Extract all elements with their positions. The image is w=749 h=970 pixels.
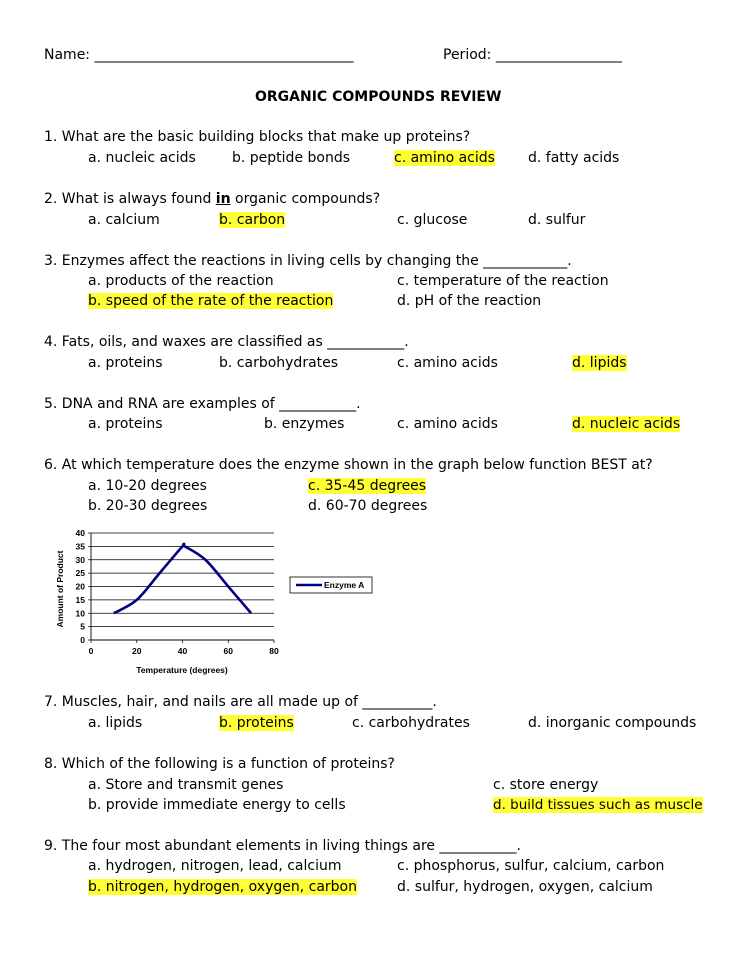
q9-option-c[interactable]: c. phosphorus, sulfur, calcium, carbon (397, 858, 665, 874)
q5-option-c[interactable]: c. amino acids (397, 416, 498, 432)
question-7-text: 7. Muscles, hair, and nails are all made up of __________. (44, 694, 437, 710)
y-tick-label-0: 0 (80, 635, 85, 645)
chart-legend (290, 577, 372, 593)
x-tick-label-40: 40 (177, 646, 188, 656)
y-tick-label-5: 5 (80, 621, 85, 632)
y-tick-label-10: 10 (75, 608, 85, 619)
y-tick-label-30: 30 (75, 554, 85, 565)
x-tick-label-60: 60 (223, 646, 233, 656)
question-5-text: 5. DNA and RNA are examples of ___________. (44, 396, 361, 412)
q7-option-a[interactable]: a. lipids (88, 715, 143, 731)
q1-option-d[interactable]: d. fatty acids (528, 150, 620, 166)
question-6-text: 6. At which temperature does the enzyme shown in the graph below function BEST at? (44, 457, 653, 473)
q3-option-b[interactable]: b. speed of the rate of the reaction (88, 293, 334, 309)
period-field[interactable]: Period: __________________ (443, 47, 622, 63)
name-field[interactable]: Name: _____________________________________ (44, 47, 354, 63)
q7-option-b[interactable]: b. proteins (219, 715, 294, 731)
question-8-text: 8. Which of the following is a function of proteins? (44, 756, 395, 772)
chart-x-axis-label: Temperature (degrees) (136, 665, 228, 675)
question-2-text-post: organic compounds? (230, 191, 381, 207)
q2-option-a[interactable]: a. calcium (88, 212, 160, 228)
q7-option-d[interactable]: d. inorganic compounds (528, 715, 697, 731)
y-tick-label-15: 15 (75, 594, 85, 605)
page-title: ORGANIC COMPOUNDS REVIEW (255, 89, 502, 105)
q8-option-b[interactable]: b. provide immediate energy to cells (88, 797, 346, 813)
chart-y-axis-label: Amount of Product (55, 550, 65, 628)
q9-option-b[interactable]: b. nitrogen, hydrogen, oxygen, carbon (88, 879, 357, 895)
y-tick-label-35: 35 (75, 541, 85, 552)
enzyme-chart (50, 525, 390, 685)
q6-option-d[interactable]: d. 60-70 degrees (308, 498, 428, 514)
q7-option-c[interactable]: c. carbohydrates (352, 715, 470, 731)
q6-option-a[interactable]: a. 10-20 degrees (88, 478, 207, 494)
chart-y-ticks (76, 528, 91, 645)
question-1-text: 1. What are the basic building blocks that make up proteins? (44, 129, 471, 145)
q2-option-b[interactable]: b. carbon (219, 212, 286, 228)
q2-option-c[interactable]: c. glucose (397, 212, 468, 228)
question-2-emphasis: in (215, 191, 231, 207)
q8-option-d[interactable]: d. build tissues such as muscle (493, 797, 703, 813)
series-line-enzyme-a (114, 544, 251, 613)
x-tick-label-80: 80 (269, 646, 279, 656)
chart-x-ticks (89, 640, 279, 656)
q8-option-c[interactable]: c. store energy (493, 777, 599, 793)
q3-option-c[interactable]: c. temperature of the reaction (397, 273, 609, 289)
question-9-text: 9. The four most abundant elements in living things are ___________. (44, 838, 521, 854)
q5-option-b[interactable]: b. enzymes (264, 416, 345, 432)
x-tick-label-20: 20 (132, 646, 142, 656)
q1-option-a[interactable]: a. nucleic acids (88, 150, 196, 166)
question-3-text: 3. Enzymes affect the reactions in living cells by changing the ____________. (44, 253, 572, 269)
q5-option-a[interactable]: a. proteins (88, 416, 163, 432)
question-4-text: 4. Fats, oils, and waxes are classified as ___________. (44, 334, 409, 350)
legend-label: Enzyme A (324, 580, 365, 590)
q9-option-d[interactable]: d. sulfur, hydrogen, oxygen, calcium (397, 879, 653, 895)
q1-option-b[interactable]: b. peptide bonds (232, 150, 351, 166)
q1-option-c[interactable]: c. amino acids (394, 150, 495, 166)
q4-option-b[interactable]: b. carbohydrates (219, 355, 339, 371)
y-tick-label-25: 25 (75, 568, 85, 579)
q4-option-a[interactable]: a. proteins (88, 355, 163, 371)
q4-option-c[interactable]: c. amino acids (397, 355, 498, 371)
q6-option-c[interactable]: c. 35-45 degrees (308, 478, 427, 494)
y-tick-label-20: 20 (75, 581, 85, 592)
q6-option-b[interactable]: b. 20-30 degrees (88, 498, 208, 514)
q9-option-a[interactable]: a. hydrogen, nitrogen, lead, calcium (88, 858, 342, 874)
x-tick-label-0: 0 (88, 646, 94, 656)
q3-option-a[interactable]: a. products of the reaction (88, 273, 274, 289)
q8-option-a[interactable]: a. Store and transmit genes (88, 777, 284, 793)
question-2-text (44, 191, 380, 207)
y-tick-label-40: 40 (75, 528, 85, 538)
q4-option-d[interactable]: d. lipids (572, 355, 627, 371)
q5-option-d[interactable]: d. nucleic acids (572, 416, 681, 432)
q3-option-d[interactable]: d. pH of the reaction (397, 293, 542, 309)
q2-option-d[interactable]: d. sulfur (528, 212, 586, 228)
question-2-text-pre: 2. What is always found (44, 191, 216, 207)
chart-series (114, 544, 251, 613)
